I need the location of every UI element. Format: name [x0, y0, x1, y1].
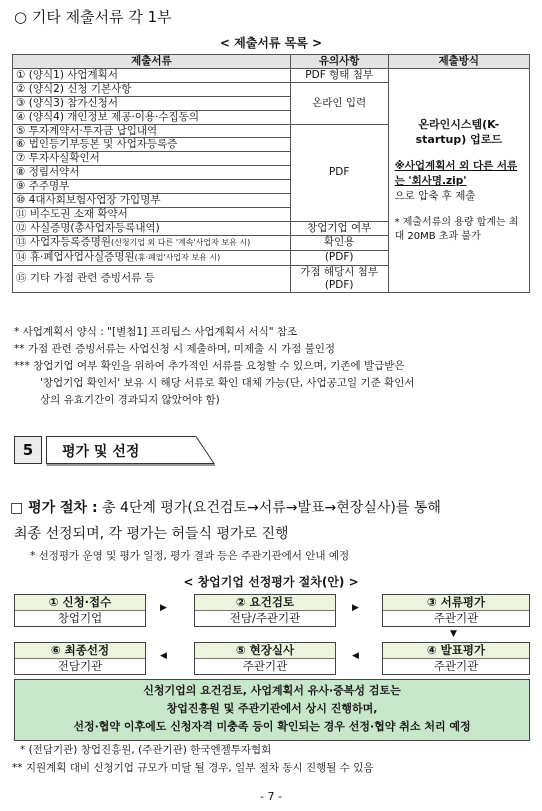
method-size-limit: * 제출서류의 용량 합계는 최대 20MB 초과 불가: [394, 216, 519, 242]
arrow-left-icon: ◀: [352, 651, 359, 661]
flow-step-3: [382, 594, 530, 627]
flow-step-org: 전담기관: [57, 659, 103, 673]
submission-table: [12, 54, 530, 293]
table-caption: < 제출서류 목록 >: [219, 36, 323, 50]
doc-cell: ⑤ 투자계약서·투자금 납입내역: [13, 124, 291, 138]
doc-cell: ① (양식1) 사업계획서: [13, 68, 291, 82]
flow-step-org: 전담/주관기관: [229, 611, 301, 625]
note-line: '창업기업 확인서' 보유 시 해당 서류로 확인 대체 가능(단, 사업공고일 기준 확인서: [40, 377, 415, 389]
note-cell: 온라인 입력: [290, 82, 388, 124]
doc-cell: ⑥ 법인등기부등본 및 사업자등록증: [13, 138, 291, 152]
method-upload: 온라인시스템(K-startup) 업로드: [415, 117, 502, 146]
flow-step-title: ① 신청·접수: [15, 595, 145, 611]
flow-step-4: [382, 642, 530, 675]
note-cell: 확인용: [290, 235, 388, 250]
flow-step-2: [194, 594, 336, 627]
note-cell: PDF 형태 첨부: [290, 68, 388, 82]
flow-step-title: ② 요건검토: [195, 595, 335, 611]
header-documents: 제출서류: [13, 55, 291, 69]
doc-cell: [13, 250, 291, 265]
footnote: ** 지원계획 대비 신청기업 규모가 미달 될 경우, 일부 절차 동시 진행될 수 있음: [12, 762, 374, 774]
footnote: * (전담기관) 창업진흥원, (주관기관) 한국엔젤투자협회: [20, 744, 272, 756]
note-line: 상의 유효기간이 경과되지 않았어야 함): [40, 394, 220, 406]
method-cell: [388, 68, 529, 292]
method-compress: 으로 압축 후 제출: [394, 189, 476, 202]
doc-text: ⑬ 사업자등록증명원: [16, 235, 111, 248]
doc-cell: ⑮ 기타 가점 관련 증빙서류 등: [13, 265, 291, 292]
doc-cell: ⑨ 주주명부: [13, 180, 291, 194]
flow-step-title: ⑥ 최종선정: [15, 643, 145, 659]
doc-cell: ③ (양식3) 참가신청서: [13, 96, 291, 110]
process-subtitle: 최종 선정되며, 각 평가는 허들식 평가로 진행: [14, 526, 289, 542]
flow-step-1: [14, 594, 146, 627]
process-title-rest: 총 4단계 평가(요건검토→서류→발표→현장실사)를 통해: [102, 500, 441, 516]
header-method: 제출방식: [388, 55, 529, 69]
doc-small-text: (신청기업 외 다른 '계속'사업자 보유 시): [110, 237, 251, 247]
flow-step-title: ③ 서류평가: [383, 595, 529, 611]
doc-cell: ⑩ 4대사회보험사업장 가입명부: [13, 194, 291, 208]
doc-cell: [13, 235, 291, 250]
notice-line: 창업진흥원 및 주관기관에서 상시 진행하며,: [166, 702, 378, 715]
note-line: * 사업계획서 양식 : "[별첨1] 프리팁스 사업계획서 서식" 참조: [14, 326, 298, 338]
process-title: [10, 497, 441, 517]
doc-cell: ④ (양식4) 개인정보 제공·이용·수집동의: [13, 110, 291, 124]
review-notice: [14, 679, 530, 741]
arrow-down-icon: ▼: [450, 629, 457, 639]
notes: [14, 324, 534, 409]
doc-cell: ⑫ 사실증명(총사업자등록내역): [13, 221, 291, 235]
doc-text: ⑭ 휴·폐업사업사실증명원: [16, 250, 135, 263]
section-label: 평가 및 선정: [62, 444, 140, 460]
flow-step-title: ⑤ 현장실사: [195, 643, 335, 659]
doc-small-text: (휴·폐업'사업자 보유 시): [134, 252, 221, 262]
note-cell: PDF: [290, 124, 388, 221]
flow-step-5: [194, 642, 336, 675]
note-line: ** 가점 관련 증빙서류는 사업신청 시 제출하며, 미제출 시 가점 불인정: [14, 343, 336, 355]
section-heading: [46, 436, 216, 470]
flow-step-org: 창업기업: [57, 611, 103, 625]
arrow-right-icon: ▶: [352, 603, 359, 613]
note-cell: 창업기업 여부: [290, 221, 388, 235]
doc-cell: ⑦ 투자사실확인서: [13, 152, 291, 166]
process-title-bold: □ 평가 절차 :: [10, 500, 98, 516]
arrow-right-icon: ▶: [160, 603, 167, 613]
flow-step-6: [14, 642, 146, 675]
section-title: ○ 기타 제출서류 각 1부: [14, 8, 172, 26]
notice-line: 선정·협약 이후에도 신청자격 미충족 등이 확인되는 경우 선정·협약 취소 처리 예정: [73, 720, 471, 733]
doc-cell: ② (양식2) 신청 기본사항: [13, 82, 291, 96]
flow-step-org: 주관기관: [433, 611, 479, 625]
note-cell: (PDF): [290, 250, 388, 265]
arrow-left-icon: ◀: [160, 651, 167, 661]
notice-line: 신청기업의 요건검토, 사업계획서 유사·중복성 검토는: [143, 684, 401, 697]
page-number: - 7 -: [260, 790, 282, 803]
note-line: *** 창업기업 여부 확인을 위하여 추가적인 서류를 요청할 수 있으며, 기존에 발급받은: [14, 360, 405, 372]
flow-step-org: 주관기관: [433, 659, 479, 673]
header-notes: 유의사항: [290, 55, 388, 69]
doc-cell: ⑪ 비수도권 소재 확약서: [13, 207, 291, 221]
doc-cell: ⑧ 정림서약서: [13, 166, 291, 180]
method-zip-note: ※사업계획서 외 다른 서류는 '회사명.zip': [394, 159, 518, 187]
section-number: 5: [14, 436, 42, 464]
process-note: * 선정평가 운영 및 평가 일정, 평가 결과 등은 주관기관에서 안내 예정: [30, 550, 350, 562]
flow-title: < 창업기업 선정평가 절차(안) >: [183, 575, 359, 589]
note-cell: 가점 해당시 첨부(PDF): [290, 265, 388, 292]
flow-step-org: 주관기관: [242, 659, 288, 673]
flow-step-title: ④ 발표평가: [383, 643, 529, 659]
